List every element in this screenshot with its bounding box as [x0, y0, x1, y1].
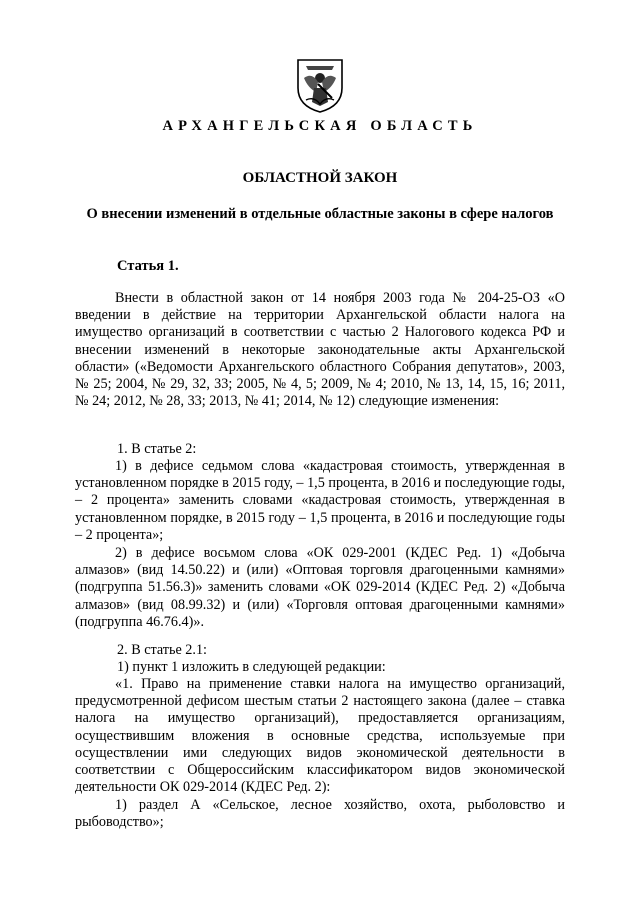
section-2-subitem-1: 1) раздел А «Сельское, лесное хозяйство, охота, рыболовство и рыбоводство»; — [75, 797, 565, 831]
section-2-item-1: 1) пункт 1 изложить в следующей редакции: — [117, 659, 386, 675]
law-title: О внесении изменений в отдельные областные законы в сфере налогов — [86, 206, 554, 222]
section-2-quote: «1. Право на применение ставки налога на имущество организаций, предусмотренной дефисом шестым статьи 2 настоящего закона (далее – ставка налога на имущество организаций), предоставляется организациям, осуществившим вложения в основные средства, используемые при осуществлении ими следующих видов экономической деятельности в соответствии с Общероссийским классификатором видов экономической деятельности ОК 029-2014 (КДЕС Ред. 2): — [75, 676, 565, 796]
document-type: ОБЛАСТНОЙ ЗАКОН — [242, 170, 398, 186]
paragraph-intro: Внести в областной закон от 14 ноября 2003 года № 204-25-ОЗ «О введении в действие на территории Архангельской области налога на имущество организаций в соответствии с частью 2 Налогового кодекса РФ и внесении изменений в некоторые законодательные акты Архангельской области» («Ведомости Архангельского областного Собрания депутатов», 2003, № 25; 2004, № 29, 32, 33; 2005, № 4, 5; 2009, № 4; 2010, № 13, 14, 15, 16; 2011, № 24; 2012, № 28, 33; 2013, № 41; 2014, № 12) следующие изменения: — [75, 290, 565, 410]
section-1-item-2: 2) в дефисе восьмом слова «ОК 029-2001 (КДЕС Ред. 1) «Добыча алмазов» (вид 14.50.22) и (или) «Оптовая торговля драгоценными камнями» (подгруппа 51.56.3)» заменить словами «ОК 029-2014 (КДЕС Ред. 2) «Добыча алмазов» (вид 08.99.32) и (или) «Торговля оптовая драгоценными камнями» (подгруппа 46.76.4)». — [75, 545, 565, 630]
coat-of-arms-icon — [296, 58, 344, 114]
section-1-heading: 1. В статье 2: — [117, 441, 197, 457]
section-1-item-1: 1) в дефисе седьмом слова «кадастровая стоимость, утвержденная в установленном порядке в 2015 году, – 1,5 процента, в 2016 и последующие годы, – 2 процента» заменить словами «кадастровая стоимость, утвержденная в установленном порядке, в 2015 году – 1,5 процента, в 2016 и последующие годы – 2 процента»; — [75, 458, 565, 543]
region-name: АРХАНГЕЛЬСКАЯ ОБЛАСТЬ — [162, 118, 478, 134]
section-2-heading: 2. В статье 2.1: — [117, 642, 207, 658]
article-heading: Статья 1. — [117, 258, 179, 274]
